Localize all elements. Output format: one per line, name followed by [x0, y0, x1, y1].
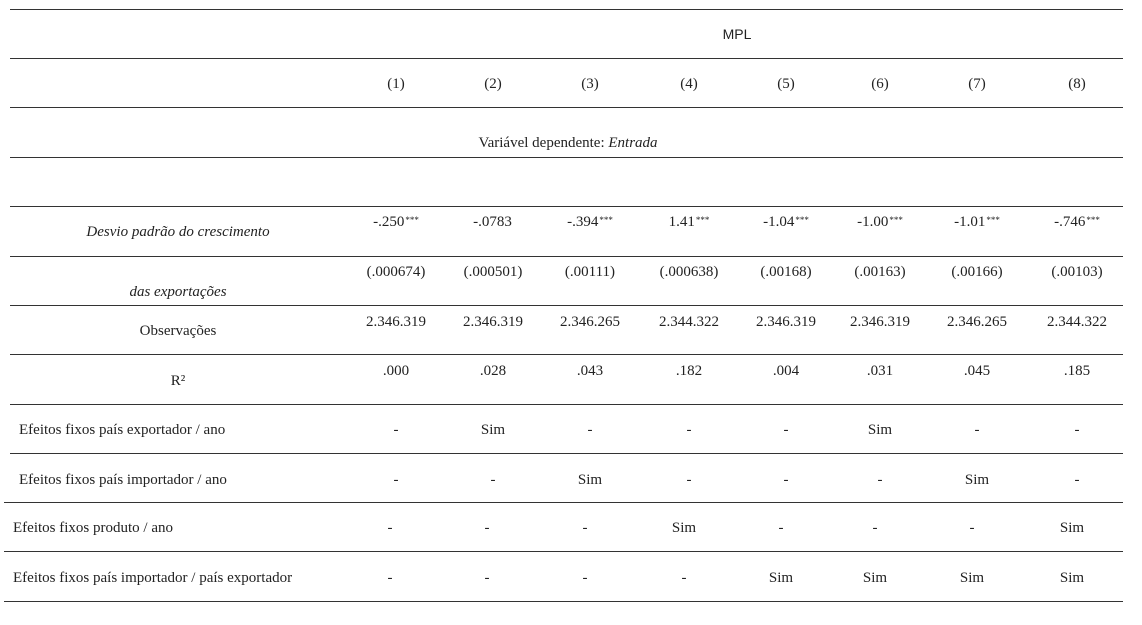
se-2: (.000501) [463, 264, 523, 280]
row-label-fe-pair: Efeitos fixos país importador / país exportador [13, 570, 293, 586]
fe-exp-4: - [686, 422, 692, 438]
fe-prod-5: - [778, 520, 784, 536]
fe-pair-4: - [681, 570, 687, 586]
fe-pair-5: Sim [768, 570, 794, 586]
rule-before-coef [10, 206, 1123, 207]
fe-pair-1: - [387, 570, 393, 586]
row-label-fe-importer: Efeitos fixos país importador / ano [19, 472, 227, 488]
column-header-3: (3) [581, 76, 599, 92]
coef-stars-3: *** [599, 215, 613, 225]
fe-prod-1: - [387, 520, 393, 536]
fe-exp-2: Sim [480, 422, 506, 438]
fe-prod-8: Sim [1059, 520, 1085, 536]
rule-after-header [10, 58, 1123, 59]
coef-stars-5: *** [795, 215, 809, 225]
column-header-7: (7) [968, 76, 986, 92]
fe-prod-2: - [484, 520, 490, 536]
fe-exp-1: - [393, 422, 399, 438]
column-header-4: (4) [680, 76, 698, 92]
row-label-observacoes: Observações [139, 323, 217, 339]
obs-7: 2.346.265 [947, 314, 1007, 330]
obs-8: 2.344.322 [1047, 314, 1107, 330]
r2-4: .182 [675, 363, 703, 379]
fe-exp-7: - [974, 422, 980, 438]
r2-8: .185 [1063, 363, 1091, 379]
fe-prod-6: - [872, 520, 878, 536]
r2-7: .045 [963, 363, 991, 379]
coef-value-6: -1.00 [857, 214, 889, 230]
obs-2: 2.346.319 [463, 314, 523, 330]
coef-7 [954, 213, 1000, 231]
fe-imp-5: - [783, 472, 789, 488]
fe-prod-7: - [969, 520, 975, 536]
row-label-fe-product: Efeitos fixos produto / ano [13, 520, 173, 536]
se-7: (.00166) [951, 264, 1003, 280]
coef-6 [857, 213, 903, 231]
fe-pair-7: Sim [959, 570, 985, 586]
coef-stars-4: *** [695, 215, 710, 225]
se-1: (.000674) [366, 264, 426, 280]
r2-2: .028 [479, 363, 507, 379]
coef-2 [473, 213, 513, 231]
rule-after-fe-prod [4, 551, 1123, 552]
group-header-mpl: MPL [722, 26, 752, 42]
fe-exp-8: - [1074, 422, 1080, 438]
coef-value-1: -.250 [373, 214, 405, 230]
coef-4 [669, 213, 710, 231]
row-label-fe-exporter: Efeitos fixos país exportador / ano [19, 422, 226, 438]
r2-1: .000 [382, 363, 410, 379]
obs-1: 2.346.319 [366, 314, 426, 330]
r2-6: .031 [866, 363, 894, 379]
dependent-variable-name: Entrada [608, 135, 658, 151]
fe-pair-6: Sim [862, 570, 888, 586]
obs-5: 2.346.319 [756, 314, 816, 330]
rule-bottom [4, 601, 1123, 602]
dependent-variable-label [478, 134, 657, 152]
rule-after-fe-exp [10, 453, 1123, 454]
row-label-desvio-line2: das exportações [129, 284, 227, 300]
obs-3: 2.346.265 [560, 314, 620, 330]
fe-imp-4: - [686, 472, 692, 488]
coef-value-3: -.394 [567, 214, 599, 230]
se-3: (.00111) [564, 264, 616, 280]
column-header-2: (2) [484, 76, 502, 92]
fe-exp-5: - [783, 422, 789, 438]
coef-3 [567, 213, 613, 231]
coef-8 [1054, 213, 1100, 231]
rule-after-se [10, 305, 1123, 306]
coef-value-4: 1.41 [668, 214, 695, 230]
fe-prod-4: Sim [671, 520, 697, 536]
column-header-8: (8) [1068, 76, 1086, 92]
fe-pair-8: Sim [1059, 570, 1085, 586]
fe-pair-2: - [484, 570, 490, 586]
fe-imp-3: Sim [577, 472, 603, 488]
fe-prod-3: - [582, 520, 588, 536]
coef-value-5: -1.04 [763, 214, 795, 230]
rule-top [10, 9, 1123, 10]
rule-after-columns [10, 107, 1123, 108]
coef-value-8: -.746 [1054, 214, 1086, 230]
se-4: (.000638) [659, 264, 719, 280]
obs-4: 2.344.322 [659, 314, 719, 330]
column-header-5: (5) [777, 76, 795, 92]
fe-imp-8: - [1074, 472, 1080, 488]
coef-value-2: -.0783 [473, 214, 512, 230]
column-header-1: (1) [387, 76, 405, 92]
fe-exp-6: Sim [867, 422, 893, 438]
se-5: (.00168) [760, 264, 812, 280]
coef-5 [763, 213, 809, 231]
fe-imp-2: - [490, 472, 496, 488]
fe-imp-7: Sim [964, 472, 990, 488]
rule-after-r2 [10, 404, 1123, 405]
coef-stars-1: *** [405, 215, 419, 225]
se-6: (.00163) [854, 264, 906, 280]
fe-exp-3: - [587, 422, 593, 438]
coef-stars-7: *** [986, 215, 1000, 225]
se-8: (.00103) [1051, 264, 1103, 280]
obs-6: 2.346.319 [850, 314, 910, 330]
dependent-variable-prefix: Variável dependente: [478, 135, 609, 151]
row-label-desvio-line1: Desvio padrão do crescimento [86, 224, 270, 240]
rule-after-coef [10, 256, 1123, 257]
column-header-6: (6) [871, 76, 889, 92]
rule-after-depvar [10, 157, 1123, 158]
rule-after-fe-imp [4, 502, 1123, 503]
fe-pair-3: - [582, 570, 588, 586]
coef-1 [373, 213, 419, 231]
rule-after-obs [10, 354, 1123, 355]
fe-imp-6: - [877, 472, 883, 488]
coef-stars-8: *** [1086, 215, 1100, 225]
coef-stars-6: *** [889, 215, 903, 225]
r2-3: .043 [576, 363, 604, 379]
row-label-r2: R² [170, 373, 186, 389]
r2-5: .004 [772, 363, 800, 379]
fe-imp-1: - [393, 472, 399, 488]
coef-value-7: -1.01 [954, 214, 986, 230]
